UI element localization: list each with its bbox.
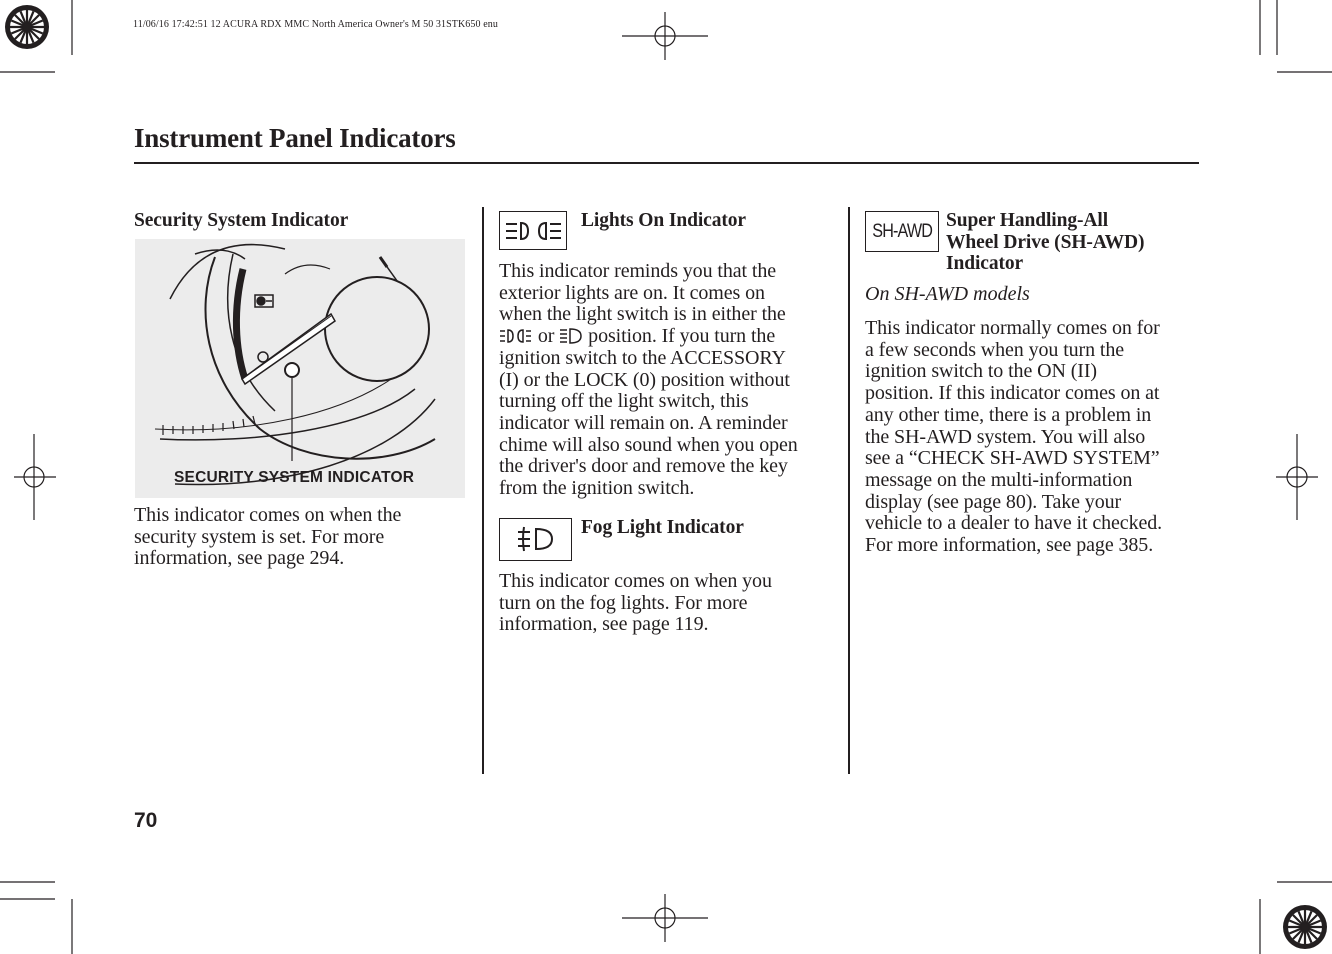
body-line: from the ignition switch.: [499, 477, 695, 500]
body-line: This indicator normally comes on for: [865, 317, 1160, 339]
body-line: turn on the fog lights. For more: [499, 591, 748, 614]
heading-line: Indicator: [946, 253, 1024, 274]
heading-line: Wheel Drive (SH-AWD): [946, 231, 1145, 253]
body-line: position. If this indicator comes on at: [865, 382, 1160, 405]
body-line: information, see page 119.: [499, 613, 709, 636]
sh-awd-heading: [946, 210, 1144, 275]
body-line: ignition switch to the ACCESSORY: [499, 346, 786, 369]
body-line: see a “CHECK SH-AWD SYSTEM”: [865, 447, 1160, 470]
fog-light-body: [499, 571, 772, 636]
body-line: turning off the light switch, this: [499, 390, 749, 413]
body-line: indicator will remain on. A reminder: [499, 411, 788, 434]
body-line: This indicator comes on when the: [134, 504, 402, 526]
body-line: display (see page 80). Take your: [865, 490, 1122, 513]
security-indicator-body: [134, 505, 401, 570]
body-line: security system is set. For more: [134, 525, 385, 548]
body-line: the driver's door and remove the key: [499, 455, 788, 478]
security-indicator-heading: Security System Indicator: [134, 210, 349, 231]
body-line: This indicator comes on when you: [499, 570, 772, 592]
column-divider: [848, 207, 850, 774]
security-indicator-figure: [135, 239, 465, 498]
body-line: any other time, there is a problem in: [865, 403, 1152, 426]
body-line: exterior lights are on. It comes on: [499, 281, 765, 304]
lights-on-body: [499, 261, 798, 500]
lights-on-heading: Lights On Indicator: [581, 210, 746, 231]
body-line: when the light switch is in either the: [499, 303, 786, 326]
body-line: ignition switch to the ON (II): [865, 360, 1097, 383]
heading-line: Super Handling-All: [946, 210, 1109, 231]
sh-awd-icon-text: SH-AWD: [872, 220, 932, 242]
page-title: Instrument Panel Indicators: [134, 123, 456, 153]
print-header: 11/06/16 17:42:51 12 ACURA RDX MMC North America Owner's M 50 31STK650 enu: [133, 19, 498, 30]
body-line: This indicator reminds you that the: [499, 260, 776, 282]
body-line: the SH-AWD system. You will also: [865, 425, 1146, 448]
fog-light-icon: [499, 518, 572, 561]
body-line: a few seconds when you turn the: [865, 338, 1125, 361]
body-text: position. If you turn the: [583, 325, 776, 348]
sh-awd-body: [865, 318, 1162, 557]
parking-lights-icon: [499, 327, 533, 345]
title-rule: [134, 162, 1199, 164]
body-line: information, see page 294.: [134, 547, 345, 570]
figure-caption: SECURITY SYSTEM INDICATOR: [174, 469, 415, 486]
body-line-with-icons: [499, 326, 798, 348]
column-divider: [482, 207, 484, 774]
headlights-icon: [559, 327, 583, 345]
body-line: message on the multi-information: [865, 468, 1133, 491]
body-line: vehicle to a dealer to have it checked.: [865, 512, 1163, 535]
sh-awd-subheading: On SH-AWD models: [865, 283, 1030, 305]
body-line: chime will also sound when you open: [499, 433, 798, 456]
body-line: (I) or the LOCK (0) position without: [499, 368, 790, 391]
body-line: For more information, see page 385.: [865, 534, 1154, 557]
body-text: or: [533, 325, 560, 348]
lights-on-icon: [499, 211, 567, 250]
fog-light-heading: Fog Light Indicator: [581, 517, 744, 538]
sh-awd-icon: [865, 211, 939, 252]
instrument-cluster-illustration: [135, 239, 465, 498]
page-number: 70: [134, 809, 158, 832]
